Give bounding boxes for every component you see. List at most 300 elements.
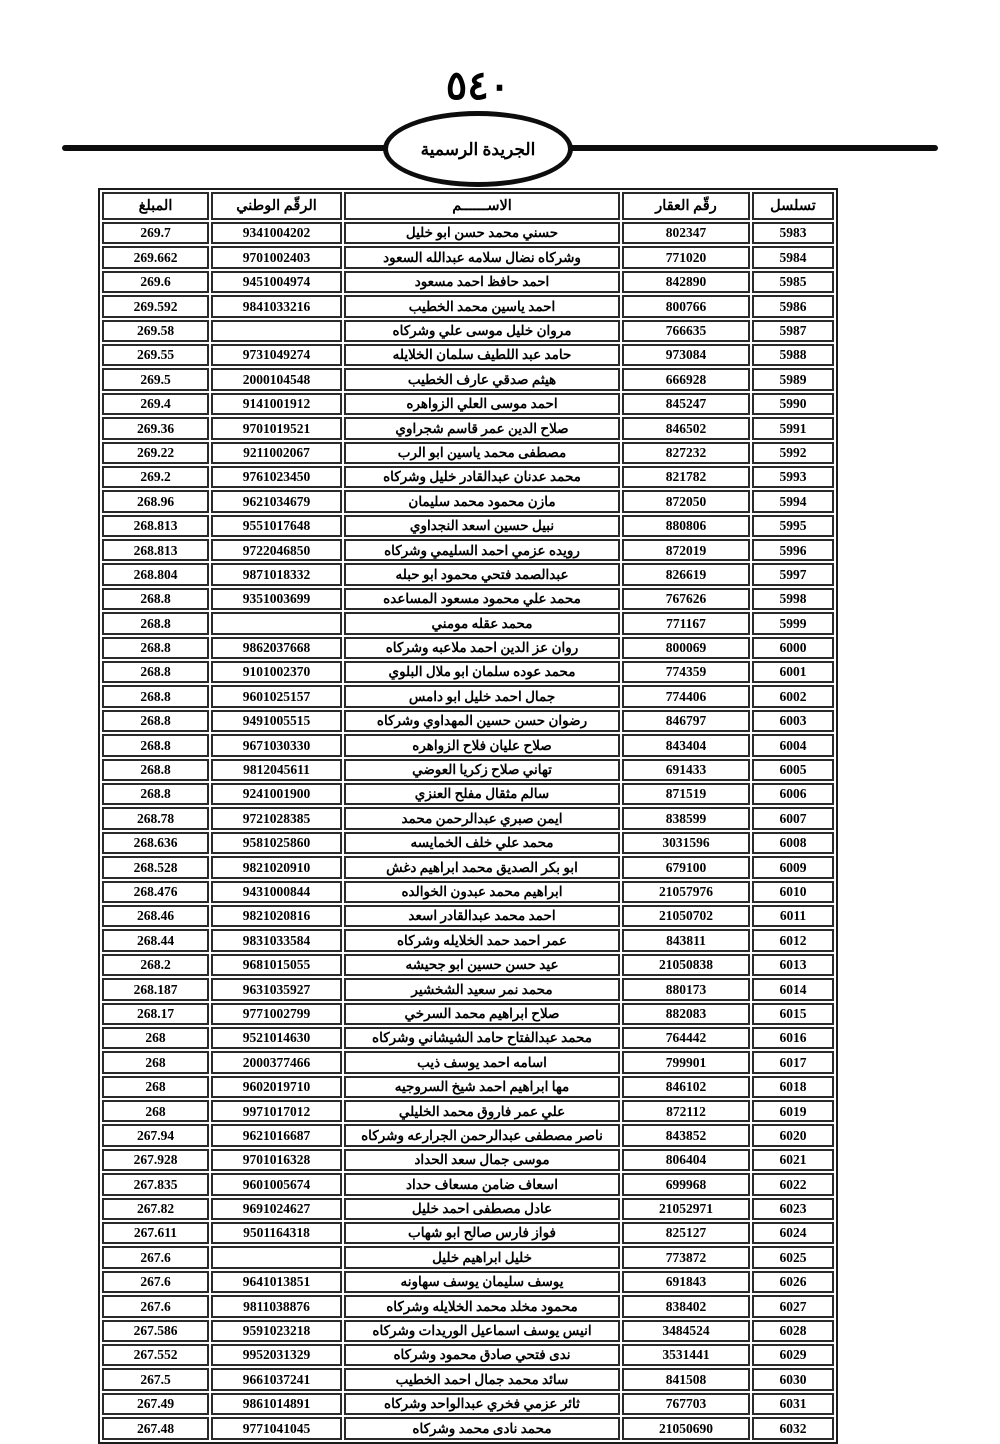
cell-serial: 6032 [752, 1417, 834, 1439]
cell-national_id: 9501164318 [211, 1222, 342, 1244]
cell-amount: 268.476 [102, 881, 209, 903]
cell-serial: 5987 [752, 320, 834, 342]
cell-amount: 269.5 [102, 368, 209, 390]
banner-ellipse [383, 111, 573, 187]
cell-amount: 268.17 [102, 1003, 209, 1025]
cell-amount: 268.187 [102, 978, 209, 1000]
cell-name: عادل مصطفى احمد خليل [344, 1198, 620, 1220]
cell-serial: 6031 [752, 1393, 834, 1415]
cell-serial: 6018 [752, 1076, 834, 1098]
table-row [102, 539, 834, 561]
cell-serial: 6005 [752, 759, 834, 781]
cell-serial: 5999 [752, 612, 834, 634]
cell-property_number: 880173 [622, 978, 750, 1000]
cell-serial: 6002 [752, 685, 834, 707]
cell-property_number: 846502 [622, 417, 750, 439]
cell-name: فواز فارس صالح ابو شهاب [344, 1222, 620, 1244]
cell-amount: 267.94 [102, 1124, 209, 1146]
cell-national_id: 9761023450 [211, 466, 342, 488]
cell-national_id: 9661037241 [211, 1368, 342, 1390]
cell-national_id [211, 320, 342, 342]
table-row [102, 1344, 834, 1366]
cell-name: موسى جمال سعد الحداد [344, 1149, 620, 1171]
cell-property_number: 872112 [622, 1100, 750, 1122]
cell-property_number: 3031596 [622, 832, 750, 854]
table-row [102, 1076, 834, 1098]
cell-name: علي عمر فاروق محمد الخليلي [344, 1100, 620, 1122]
cell-amount: 269.662 [102, 246, 209, 268]
cell-serial: 6023 [752, 1198, 834, 1220]
table-row [102, 271, 834, 293]
cell-name: مها ابراهيم احمد شيخ السروجيه [344, 1076, 620, 1098]
cell-serial: 6028 [752, 1320, 834, 1342]
cell-amount: 268.804 [102, 563, 209, 585]
cell-serial: 6000 [752, 637, 834, 659]
cell-national_id: 9451004974 [211, 271, 342, 293]
cell-property_number: 872019 [622, 539, 750, 561]
cell-property_number: 764442 [622, 1027, 750, 1049]
cell-serial: 6016 [752, 1027, 834, 1049]
cell-name: احمد حافظ احمد مسعود [344, 271, 620, 293]
cell-amount: 269.7 [102, 222, 209, 244]
cell-amount: 268 [102, 1027, 209, 1049]
cell-name: مازن محمود محمد سليمان [344, 490, 620, 512]
cell-amount: 267.5 [102, 1368, 209, 1390]
cell-property_number: 825127 [622, 1222, 750, 1244]
cell-serial: 5997 [752, 563, 834, 585]
cell-national_id: 9861014891 [211, 1393, 342, 1415]
table-row [102, 1051, 834, 1073]
cell-amount: 268.813 [102, 539, 209, 561]
table-row [102, 563, 834, 585]
cell-national_id: 9621034679 [211, 490, 342, 512]
cell-property_number: 3531441 [622, 1344, 750, 1366]
table-row [102, 1027, 834, 1049]
cell-amount: 268.8 [102, 685, 209, 707]
table-row [102, 1320, 834, 1342]
cell-name: حامد عبد اللطيف سلمان الخلايله [344, 344, 620, 366]
cell-amount: 267.6 [102, 1295, 209, 1317]
cell-property_number: 767626 [622, 588, 750, 610]
cell-national_id: 9602019710 [211, 1076, 342, 1098]
table-body [102, 222, 834, 1440]
cell-serial: 5990 [752, 393, 834, 415]
table-row [102, 832, 834, 854]
cell-national_id: 9241001900 [211, 783, 342, 805]
cell-property_number: 21057976 [622, 881, 750, 903]
cell-property_number: 800766 [622, 295, 750, 317]
cell-property_number: 845247 [622, 393, 750, 415]
cell-serial: 5985 [752, 271, 834, 293]
table-row [102, 1368, 834, 1390]
cell-serial: 6029 [752, 1344, 834, 1366]
cell-amount: 269.55 [102, 344, 209, 366]
cell-amount: 267.82 [102, 1198, 209, 1220]
cell-name: محمد عبدالفتاح حامد الشيشاني وشركاه [344, 1027, 620, 1049]
table-row [102, 222, 834, 244]
cell-name: صلاح الدين عمر قاسم شجراوي [344, 417, 620, 439]
cell-national_id: 9341004202 [211, 222, 342, 244]
cell-amount: 267.928 [102, 1149, 209, 1171]
table-row [102, 344, 834, 366]
cell-amount: 267.6 [102, 1246, 209, 1268]
cell-name: صلاح عليان فلاح الزواهره [344, 734, 620, 756]
cell-amount: 269.2 [102, 466, 209, 488]
cell-amount: 267.49 [102, 1393, 209, 1415]
cell-amount: 268.78 [102, 807, 209, 829]
cell-name: خليل ابراهيم خليل [344, 1246, 620, 1268]
cell-property_number: 699968 [622, 1173, 750, 1195]
table-header-row [102, 192, 834, 220]
header-national-id: الرقّم الوطني [211, 192, 342, 220]
cell-amount: 269.58 [102, 320, 209, 342]
cell-serial: 6012 [752, 929, 834, 951]
table-row [102, 1003, 834, 1025]
cell-national_id: 9771041045 [211, 1417, 342, 1439]
cell-national_id: 9952031329 [211, 1344, 342, 1366]
cell-amount: 268.8 [102, 734, 209, 756]
cell-serial: 6014 [752, 978, 834, 1000]
page-number: ٥٤٠ [445, 63, 511, 108]
cell-name: اسامه احمد يوسف ذيب [344, 1051, 620, 1073]
cell-property_number: 21050690 [622, 1417, 750, 1439]
cell-national_id: 9641013851 [211, 1271, 342, 1293]
table-row [102, 1295, 834, 1317]
cell-amount: 267.586 [102, 1320, 209, 1342]
cell-name: عيد حسن حسين ابو جحيشه [344, 954, 620, 976]
cell-serial: 6022 [752, 1173, 834, 1195]
cell-name: نبيل حسين اسعد النجداوي [344, 515, 620, 537]
cell-name: ابراهيم محمد عبدون الخوالده [344, 881, 620, 903]
table-row [102, 466, 834, 488]
table-row [102, 588, 834, 610]
cell-amount: 268 [102, 1100, 209, 1122]
cell-name: هيثم صدقي عارف الخطيب [344, 368, 620, 390]
cell-name: محمد عقله مومني [344, 612, 620, 634]
cell-property_number: 679100 [622, 856, 750, 878]
cell-property_number: 21050702 [622, 905, 750, 927]
cell-serial: 5988 [752, 344, 834, 366]
cell-name: ثائر عزمي فخري عبدالواحد وشركاه [344, 1393, 620, 1415]
cell-name: روان عز الدين احمد ملاعبه وشركاه [344, 637, 620, 659]
table-row [102, 1246, 834, 1268]
cell-name: محمد عوده سلمان ابو ملال البلوي [344, 661, 620, 683]
cell-name: مصطفى محمد ياسين ابو الرب [344, 442, 620, 464]
cell-amount: 268.813 [102, 515, 209, 537]
cell-serial: 6013 [752, 954, 834, 976]
cell-property_number: 773872 [622, 1246, 750, 1268]
header-name: الاســــــم [344, 192, 620, 220]
cell-national_id: 9631035927 [211, 978, 342, 1000]
cell-amount: 268.8 [102, 612, 209, 634]
cell-property_number: 21050838 [622, 954, 750, 976]
cell-name: عبدالصمد فتحي محمود ابو حبله [344, 563, 620, 585]
header-property-number: رقّم العقار [622, 192, 750, 220]
table-row [102, 1271, 834, 1293]
cell-serial: 6007 [752, 807, 834, 829]
table-row [102, 1173, 834, 1195]
cell-property_number: 21052971 [622, 1198, 750, 1220]
cell-national_id: 9551017648 [211, 515, 342, 537]
table-row [102, 856, 834, 878]
cell-name: رويده عزمي احمد السليمي وشركاه [344, 539, 620, 561]
table-row [102, 661, 834, 683]
table-row [102, 1198, 834, 1220]
cell-serial: 5983 [752, 222, 834, 244]
cell-national_id: 9141001912 [211, 393, 342, 415]
cell-national_id: 9621016687 [211, 1124, 342, 1146]
cell-amount: 267.552 [102, 1344, 209, 1366]
cell-property_number: 882083 [622, 1003, 750, 1025]
cell-name: يوسف سليمان يوسف سهاونه [344, 1271, 620, 1293]
cell-amount: 268.528 [102, 856, 209, 878]
cell-name: احمد موسى العلي الزواهره [344, 393, 620, 415]
cell-name: محمد نمر سعيد الشخشير [344, 978, 620, 1000]
cell-property_number: 842890 [622, 271, 750, 293]
table-row [102, 881, 834, 903]
header-amount: المبلغ [102, 192, 209, 220]
cell-national_id: 9211002067 [211, 442, 342, 464]
cell-amount: 269.4 [102, 393, 209, 415]
cell-amount: 269.592 [102, 295, 209, 317]
cell-property_number: 841508 [622, 1368, 750, 1390]
cell-amount: 268.8 [102, 783, 209, 805]
cell-serial: 5984 [752, 246, 834, 268]
cell-amount: 268.2 [102, 954, 209, 976]
cell-name: احمد محمد عبدالقادر اسعد [344, 905, 620, 927]
table-row [102, 490, 834, 512]
cell-property_number: 802347 [622, 222, 750, 244]
cell-serial: 6024 [752, 1222, 834, 1244]
cell-national_id: 9821020910 [211, 856, 342, 878]
table-row [102, 246, 834, 268]
cell-national_id: 9691024627 [211, 1198, 342, 1220]
cell-serial: 5996 [752, 539, 834, 561]
cell-property_number: 821782 [622, 466, 750, 488]
cell-national_id: 9601005674 [211, 1173, 342, 1195]
cell-serial: 6010 [752, 881, 834, 903]
table-row [102, 320, 834, 342]
cell-property_number: 799901 [622, 1051, 750, 1073]
cell-property_number: 771020 [622, 246, 750, 268]
table-row [102, 905, 834, 927]
cell-property_number: 843852 [622, 1124, 750, 1146]
table-row [102, 685, 834, 707]
cell-amount: 267.6 [102, 1271, 209, 1293]
table-row [102, 759, 834, 781]
cell-national_id: 9351003699 [211, 588, 342, 610]
cell-amount: 268.8 [102, 588, 209, 610]
table-row [102, 710, 834, 732]
cell-amount: 268.636 [102, 832, 209, 854]
cell-national_id: 9581025860 [211, 832, 342, 854]
cell-national_id: 9771002799 [211, 1003, 342, 1025]
cell-serial: 6017 [752, 1051, 834, 1073]
cell-national_id: 9811038876 [211, 1295, 342, 1317]
cell-property_number: 767703 [622, 1393, 750, 1415]
cell-serial: 5989 [752, 368, 834, 390]
cell-property_number: 871519 [622, 783, 750, 805]
cell-amount: 268.8 [102, 661, 209, 683]
cell-amount: 268.8 [102, 759, 209, 781]
cell-name: محمود مخلد محمد الخلايله وشركاه [344, 1295, 620, 1317]
cell-property_number: 846102 [622, 1076, 750, 1098]
cell-name: محمد علي خلف الخمايسه [344, 832, 620, 854]
cell-serial: 6021 [752, 1149, 834, 1171]
cell-name: ابو بكر الصديق محمد ابراهيم دغش [344, 856, 620, 878]
cell-property_number: 766635 [622, 320, 750, 342]
cell-property_number: 872050 [622, 490, 750, 512]
table-row [102, 637, 834, 659]
cell-national_id: 9431000844 [211, 881, 342, 903]
table-row [102, 929, 834, 951]
cell-name: جمال احمد خليل ابو دامس [344, 685, 620, 707]
cell-national_id: 2000104548 [211, 368, 342, 390]
table-row [102, 1393, 834, 1415]
table-row [102, 1100, 834, 1122]
cell-amount: 268.8 [102, 637, 209, 659]
cell-amount: 268 [102, 1076, 209, 1098]
table-row [102, 734, 834, 756]
cell-amount: 268.8 [102, 710, 209, 732]
cell-amount: 267.835 [102, 1173, 209, 1195]
cell-national_id [211, 1246, 342, 1268]
cell-name: رضوان حسن حسين المهداوي وشركاه [344, 710, 620, 732]
cell-serial: 6027 [752, 1295, 834, 1317]
cell-national_id: 9701002403 [211, 246, 342, 268]
cell-amount: 268.44 [102, 929, 209, 951]
cell-serial: 6019 [752, 1100, 834, 1122]
cell-serial: 6001 [752, 661, 834, 683]
table-row [102, 1124, 834, 1146]
cell-national_id: 2000377466 [211, 1051, 342, 1073]
cell-property_number: 771167 [622, 612, 750, 634]
cell-serial: 6003 [752, 710, 834, 732]
cell-national_id: 9681015055 [211, 954, 342, 976]
cell-name: ناصر مصطفى عبدالرحمن الجرارعه وشركاه [344, 1124, 620, 1146]
cell-property_number: 846797 [622, 710, 750, 732]
cell-name: احمد ياسين محمد الخطيب [344, 295, 620, 317]
cell-amount: 268 [102, 1051, 209, 1073]
cell-serial: 6020 [752, 1124, 834, 1146]
cell-serial: 5992 [752, 442, 834, 464]
cell-property_number: 838599 [622, 807, 750, 829]
cell-national_id: 9821020816 [211, 905, 342, 927]
cell-serial: 6025 [752, 1246, 834, 1268]
cell-serial: 6008 [752, 832, 834, 854]
gazette-table [98, 188, 838, 1444]
cell-property_number: 691433 [622, 759, 750, 781]
cell-property_number: 3484524 [622, 1320, 750, 1342]
table-row [102, 978, 834, 1000]
cell-national_id: 9721028385 [211, 807, 342, 829]
cell-name: محمد نادى محمد وشركاه [344, 1417, 620, 1439]
cell-serial: 5993 [752, 466, 834, 488]
cell-property_number: 666928 [622, 368, 750, 390]
cell-national_id: 9491005515 [211, 710, 342, 732]
cell-amount: 268.96 [102, 490, 209, 512]
cell-property_number: 843811 [622, 929, 750, 951]
cell-property_number: 806404 [622, 1149, 750, 1171]
banner-title: الجريدة الرسمية [420, 140, 536, 159]
table-row [102, 442, 834, 464]
cell-national_id: 9871018332 [211, 563, 342, 585]
cell-name: ندى فتحي صادق محمود وشركاه [344, 1344, 620, 1366]
cell-name: انيس يوسف اسماعيل الوريدات وشركاه [344, 1320, 620, 1342]
cell-property_number: 827232 [622, 442, 750, 464]
cell-serial: 5991 [752, 417, 834, 439]
table-row [102, 368, 834, 390]
cell-amount: 269.22 [102, 442, 209, 464]
cell-property_number: 973084 [622, 344, 750, 366]
table-row [102, 1222, 834, 1244]
cell-name: تهاني صلاح زكريا العوضي [344, 759, 620, 781]
table-row [102, 295, 834, 317]
cell-national_id: 9591023218 [211, 1320, 342, 1342]
table-row [102, 417, 834, 439]
cell-amount: 269.6 [102, 271, 209, 293]
cell-name: مروان خليل موسى علي وشركاه [344, 320, 620, 342]
cell-national_id: 9521014630 [211, 1027, 342, 1049]
cell-property_number: 826619 [622, 563, 750, 585]
cell-name: اسعاف ضامن مسعاف حداد [344, 1173, 620, 1195]
cell-name: سائد محمد جمال احمد الخطيب [344, 1368, 620, 1390]
table-row [102, 612, 834, 634]
table-row [102, 393, 834, 415]
cell-name: ايمن صبري عبدالرحمن محمد [344, 807, 620, 829]
cell-serial: 6009 [752, 856, 834, 878]
cell-property_number: 838402 [622, 1295, 750, 1317]
cell-national_id: 9101002370 [211, 661, 342, 683]
cell-national_id: 9701016328 [211, 1149, 342, 1171]
cell-national_id: 9812045611 [211, 759, 342, 781]
cell-amount: 267.48 [102, 1417, 209, 1439]
cell-serial: 6015 [752, 1003, 834, 1025]
cell-property_number: 880806 [622, 515, 750, 537]
cell-property_number: 843404 [622, 734, 750, 756]
cell-national_id: 9731049274 [211, 344, 342, 366]
cell-serial: 5994 [752, 490, 834, 512]
cell-national_id [211, 612, 342, 634]
cell-national_id: 9971017012 [211, 1100, 342, 1122]
cell-serial: 6026 [752, 1271, 834, 1293]
table-row [102, 954, 834, 976]
cell-national_id: 9841033216 [211, 295, 342, 317]
cell-name: عمر احمد حمد الخلايله وشركاه [344, 929, 620, 951]
cell-national_id: 9722046850 [211, 539, 342, 561]
cell-serial: 6006 [752, 783, 834, 805]
table-row [102, 1417, 834, 1439]
cell-serial: 5998 [752, 588, 834, 610]
table-header [102, 192, 834, 220]
cell-property_number: 800069 [622, 637, 750, 659]
cell-property_number: 691843 [622, 1271, 750, 1293]
cell-amount: 267.611 [102, 1222, 209, 1244]
cell-serial: 6004 [752, 734, 834, 756]
cell-name: محمد علي محمود مسعود المساعده [344, 588, 620, 610]
cell-name: صلاح ابراهيم محمد السرخي [344, 1003, 620, 1025]
table-row [102, 515, 834, 537]
table-row [102, 1149, 834, 1171]
cell-serial: 6011 [752, 905, 834, 927]
cell-national_id: 9601025157 [211, 685, 342, 707]
cell-national_id: 9701019521 [211, 417, 342, 439]
cell-serial: 6030 [752, 1368, 834, 1390]
cell-serial: 5986 [752, 295, 834, 317]
header-serial: تسلسل [752, 192, 834, 220]
cell-serial: 5995 [752, 515, 834, 537]
cell-amount: 269.36 [102, 417, 209, 439]
